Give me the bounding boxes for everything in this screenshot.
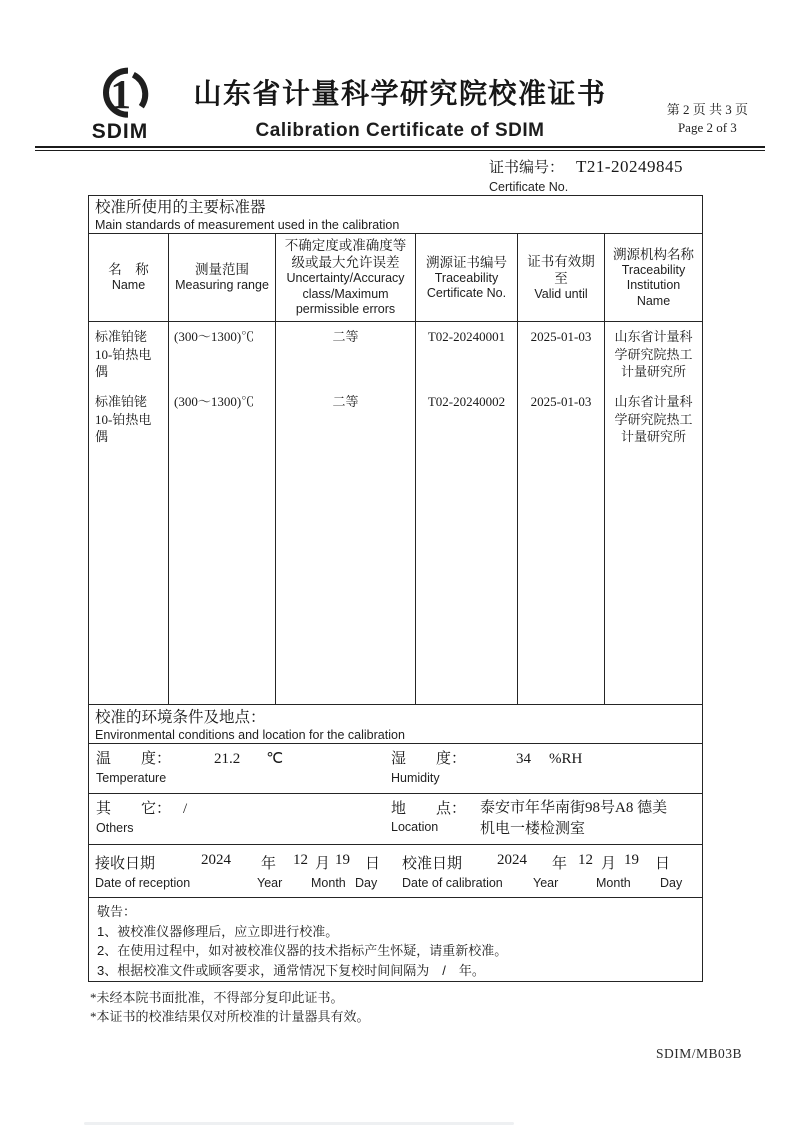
column-header-traceability-cert-no: 溯源证书编号 Traceability Certificate No. xyxy=(415,234,517,321)
certificate-number-label-cn: 证书编号： xyxy=(489,160,565,176)
standards-table-header-row xyxy=(89,233,702,321)
calibration-day-value: 19 xyxy=(624,852,639,868)
humidity-label-cn: 湿 度： xyxy=(391,750,467,767)
month-unit-en-2: Month xyxy=(596,876,631,890)
standard-1-institution: 山东省计量科学研究院热工计量研究所 xyxy=(614,329,693,379)
reception-month-value: 12 xyxy=(293,852,308,868)
year-unit-en: Year xyxy=(257,876,283,890)
certificate-number-block xyxy=(489,156,683,194)
standard-2-name: 标准铂铑10-铂热电偶 xyxy=(95,394,152,444)
notice-item-1: 1、被校准仪器修理后，应立即进行校准。 xyxy=(97,923,339,939)
calibration-date-label-en: Date of calibration xyxy=(402,876,503,890)
standard-2-institution: 山东省计量科学研究院热工计量研究所 xyxy=(614,394,693,444)
standard-2-valid-until: 2025-01-03 xyxy=(530,394,592,409)
year-unit-cn: 年 xyxy=(261,856,277,872)
standard-1-valid-until: 2025-01-03 xyxy=(530,329,592,344)
location-label-cn: 地 点： xyxy=(391,800,467,817)
humidity-field xyxy=(391,744,702,793)
column-header-valid-until: 证书有效期至 Valid until xyxy=(517,234,604,321)
form-code: SDIM/MB03B xyxy=(655,1046,742,1061)
standard-2-trace-no: T02-20240002 xyxy=(427,394,506,409)
day-unit-cn: 日 xyxy=(365,856,381,872)
temperature-unit: ℃ xyxy=(266,751,284,767)
notice-item-3: 3、根据校准文件或顾客要求，通常情况下复校时间间隔为 / 年。 xyxy=(97,962,485,978)
standards-section-title xyxy=(89,196,702,233)
standard-1-range: (300～1300)℃ xyxy=(174,329,255,344)
page-indicator-en: Page 2 of 3 xyxy=(677,120,737,135)
notice-item-2: 2、在使用过程中，如对被校准仪器的技术指标产生怀疑，请重新校准。 xyxy=(97,943,508,958)
temperature-value: 21.2 xyxy=(214,751,241,767)
environment-title-en: Environmental conditions and location for the calibration xyxy=(95,728,405,742)
month-unit-cn-2: 月 xyxy=(601,856,617,872)
standard-1-name: 标准铂铑10-铂热电偶 xyxy=(95,329,152,379)
day-unit-en: Day xyxy=(355,876,378,890)
humidity-unit: %RH xyxy=(549,751,583,767)
title-english: Calibration Certificate of SDIM xyxy=(255,120,545,141)
certificate-number-value: T21-20249845 xyxy=(576,157,684,176)
standard-1-accuracy-class: 二等 xyxy=(332,329,359,344)
svg-text:1: 1 xyxy=(110,71,132,117)
title-chinese: 山东省计量科学研究院校准证书 xyxy=(193,79,607,110)
logo-text: SDIM xyxy=(91,120,149,143)
standard-2-accuracy-class: 二等 xyxy=(332,394,359,409)
others-label-en: Others xyxy=(96,821,134,835)
day-unit-cn-2: 日 xyxy=(655,856,671,872)
standards-table-body xyxy=(89,321,702,704)
footnotes xyxy=(90,988,370,1026)
header-divider xyxy=(35,146,765,151)
temperature-label-en: Temperature xyxy=(96,771,167,785)
page-indicator xyxy=(667,101,748,137)
others-label-cn: 其 它： xyxy=(96,800,172,817)
environment-title-cn: 校准的环境条件及地点： xyxy=(95,709,266,726)
table-column-trace-no xyxy=(415,322,517,704)
year-unit-en-2: Year xyxy=(533,876,559,890)
dates-row xyxy=(89,844,702,897)
column-header-measuring-range: 测量范围 Measuring range xyxy=(168,234,275,321)
notice-title: 敬告： xyxy=(97,904,137,919)
day-unit-en-2: Day xyxy=(660,876,683,890)
standards-title-cn: 校准所使用的主要标准器 xyxy=(95,199,266,216)
environment-section-title xyxy=(89,704,702,743)
certificate-body xyxy=(88,195,703,982)
humidity-label-en: Humidity xyxy=(391,771,440,785)
standards-title-en: Main standards of measurement used in the calibration xyxy=(95,218,400,232)
reception-day-value: 19 xyxy=(335,852,350,868)
others-location-row xyxy=(89,793,702,844)
temperature-humidity-row xyxy=(89,743,702,793)
table-column-institution xyxy=(604,322,702,704)
page-indicator-cn: 第 2 页 共 3 页 xyxy=(666,102,748,117)
humidity-value: 34 xyxy=(516,751,532,767)
reception-date-label-cn: 接收日期 xyxy=(95,855,156,872)
location-field xyxy=(391,794,702,844)
certificate-number-label-en: Certificate No. xyxy=(489,180,569,194)
calibration-date-label-cn: 校准日期 xyxy=(402,855,463,872)
others-value: / xyxy=(183,801,188,817)
table-column-range xyxy=(168,322,275,704)
calibration-month-value: 12 xyxy=(578,852,593,868)
others-field xyxy=(89,794,391,844)
location-label-en: Location xyxy=(391,820,439,834)
location-value: 泰安市年华南街98号A8 德美机电一楼检测室 xyxy=(480,800,668,837)
table-column-valid-until xyxy=(517,322,604,704)
column-header-uncertainty: 不确定度或准确度等级或最大允许误差 Uncertainty/Accuracy class/Maximum permissible errors xyxy=(275,234,415,321)
notice-section xyxy=(89,897,702,981)
table-column-uncertainty xyxy=(275,322,415,704)
footnote-2: *本证书的校准结果仅对所校准的计量器具有效。 xyxy=(90,1009,370,1024)
reception-year-value: 2024 xyxy=(201,852,231,868)
column-header-institution: 溯源机构名称 Traceability Institution Name xyxy=(604,234,702,321)
footnote-1: *未经本院书面批准，不得部分复印此证书。 xyxy=(90,990,344,1005)
standard-1-trace-no: T02-20240001 xyxy=(427,329,506,344)
month-unit-en: Month xyxy=(311,876,346,890)
column-header-name: 名 称 Name xyxy=(108,262,149,293)
calibration-year-value: 2024 xyxy=(497,852,527,868)
year-unit-cn-2: 年 xyxy=(552,856,568,872)
standard-2-range: (300～1300)℃ xyxy=(174,394,255,409)
temperature-field xyxy=(89,744,391,793)
scan-artifact xyxy=(84,1122,514,1125)
table-column-name xyxy=(89,322,168,704)
reception-date-label-en: Date of reception xyxy=(95,876,191,890)
month-unit-cn: 月 xyxy=(315,856,331,872)
temperature-label-cn: 温 度： xyxy=(96,750,172,767)
